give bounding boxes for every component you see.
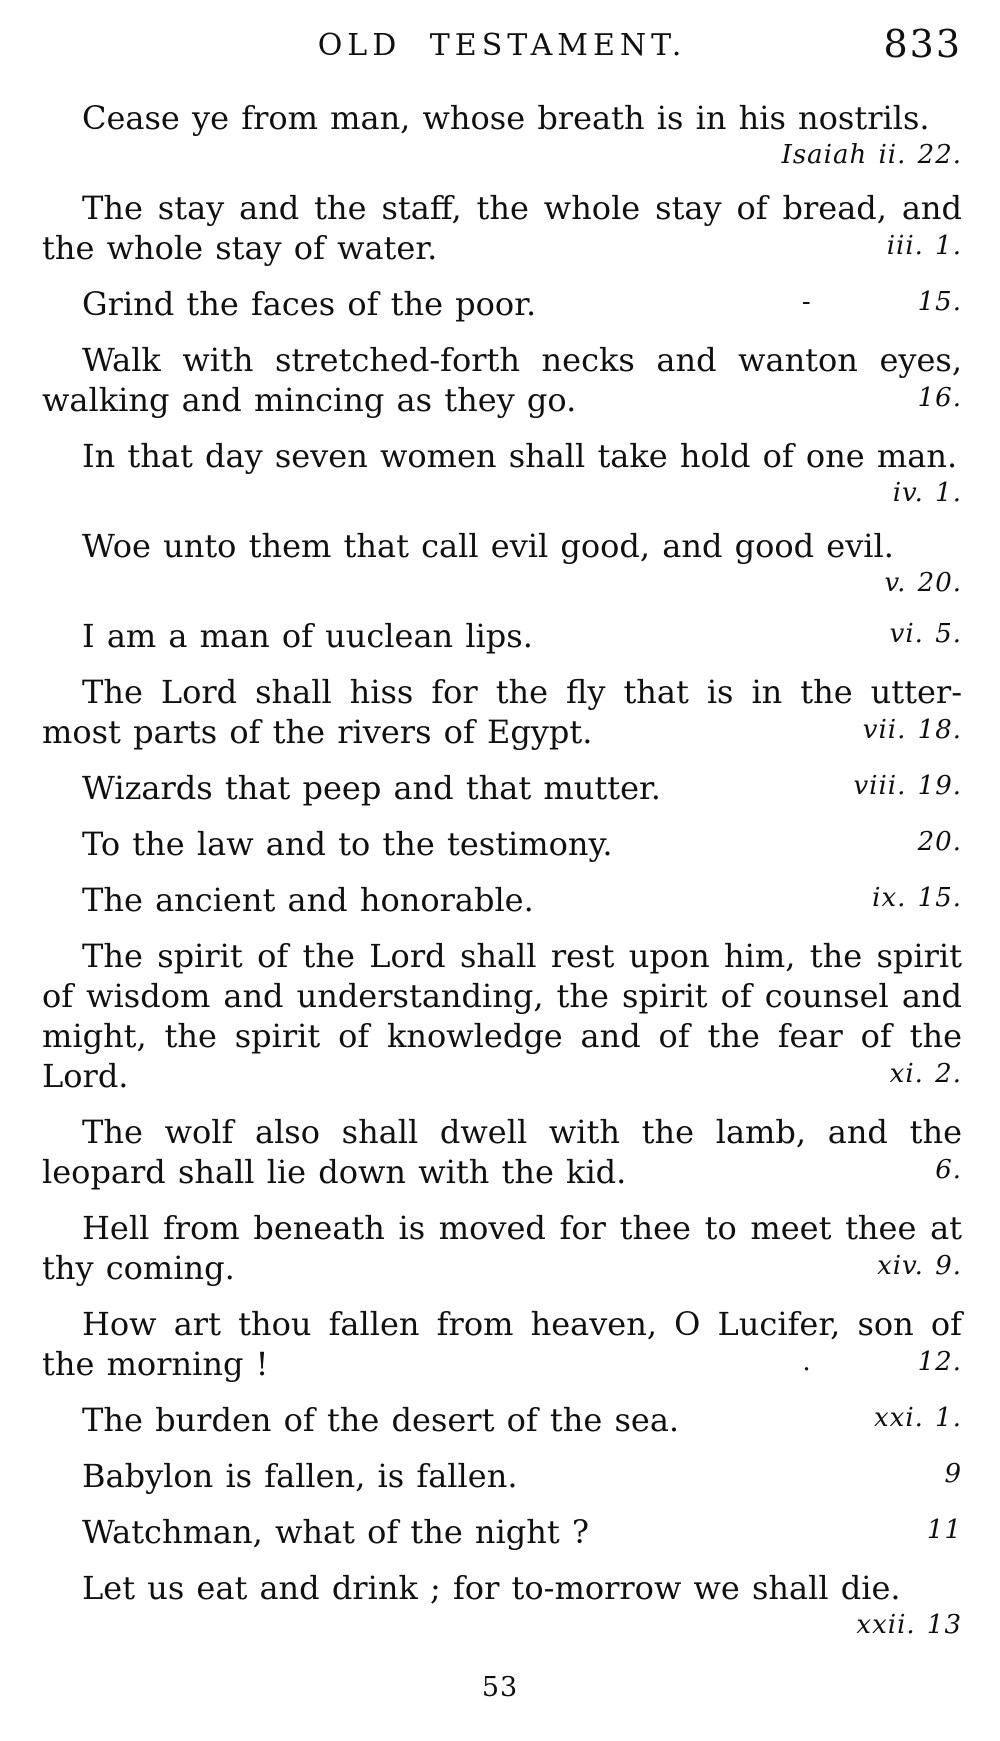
citation-row xyxy=(42,476,962,510)
quote-citation xyxy=(872,878,962,918)
citation-ref: iv. 1. xyxy=(892,478,962,508)
citation-ref: vii. 18. xyxy=(862,715,962,745)
quote-text-line xyxy=(42,1016,962,1056)
quote-citation xyxy=(918,378,962,418)
quote-entry xyxy=(42,98,962,172)
quote-text: the morning ! xyxy=(42,1345,269,1383)
quote-text-line xyxy=(42,616,962,656)
citation-ref: ix. 15. xyxy=(872,883,962,913)
quote-text-line xyxy=(42,284,962,324)
citation-ref: 9 xyxy=(944,1459,962,1489)
quote-text: How art thou fallen from heaven, O Lucifer, son of xyxy=(82,1305,962,1343)
quote-text: Lord. xyxy=(42,1057,129,1095)
citation-row xyxy=(42,1608,962,1642)
quote-citation xyxy=(853,766,962,806)
quote-citation xyxy=(802,282,962,322)
citation-ref: 6. xyxy=(935,1155,962,1185)
quote-text: Wizards that peep and that mutter. xyxy=(82,769,661,807)
citation-ref: xxi. 1. xyxy=(874,1403,962,1433)
quote-entry xyxy=(42,284,962,324)
quote-text-line xyxy=(42,380,962,420)
quote-text-line xyxy=(42,1344,962,1384)
quote-entry xyxy=(42,1400,962,1440)
quote-text-line xyxy=(42,436,962,476)
quote-entry xyxy=(42,1456,962,1496)
quote-text: Walk with stretched-forth necks and wanton eyes, xyxy=(82,341,962,379)
quote-text: Let us eat and drink ; for to-morrow we shall die. xyxy=(82,1569,901,1607)
quote-citation xyxy=(782,140,962,170)
quote-text: most parts of the rivers of Egypt. xyxy=(42,713,593,751)
citation-ref: xi. 2. xyxy=(889,1059,962,1089)
running-title: OLD TESTAMENT. xyxy=(317,28,687,63)
citation-ref: 16. xyxy=(917,383,962,413)
quote-text-line xyxy=(42,936,962,976)
quote-citation xyxy=(856,1610,962,1640)
quote-text-line xyxy=(42,1152,962,1192)
citation-ref: 20. xyxy=(917,827,962,857)
quote-citation xyxy=(890,1054,962,1094)
quote-text-line xyxy=(42,768,962,808)
quote-text: Hell from beneath is moved for thee to meet thee at xyxy=(82,1209,962,1247)
quote-text-line xyxy=(42,1568,962,1608)
citation-ref: viii. 19. xyxy=(853,771,962,801)
citation-ref: 15. xyxy=(917,287,962,317)
quote-text-line xyxy=(42,880,962,920)
quote-entry xyxy=(42,436,962,510)
quote-text: I am a man of uuclean lips. xyxy=(82,617,533,655)
quote-citation xyxy=(944,1454,962,1494)
page-header xyxy=(42,24,962,68)
quote-text-line xyxy=(42,1512,962,1552)
quote-citation xyxy=(893,478,962,508)
page-number: 833 xyxy=(883,22,962,66)
citation-row xyxy=(42,566,962,600)
quote-text: The wolf also shall dwell with the lamb, and the xyxy=(82,1113,962,1151)
quote-text: The ancient and honorable. xyxy=(82,881,534,919)
quotes-list xyxy=(42,98,962,1642)
quote-entry xyxy=(42,1208,962,1288)
quote-text: Grind the faces of the poor. xyxy=(82,285,537,323)
ink-speck-mark: . xyxy=(802,1347,812,1377)
quote-entry xyxy=(42,1512,962,1552)
quote-entry xyxy=(42,1568,962,1642)
quote-text: the whole stay of water. xyxy=(42,229,438,267)
quote-entry xyxy=(42,1112,962,1192)
page-footer xyxy=(0,1672,1000,1703)
quote-citation xyxy=(887,226,962,266)
signature-number: 53 xyxy=(481,1672,519,1703)
quote-text-line xyxy=(42,1248,962,1288)
quote-text-line xyxy=(42,672,962,712)
quote-text-line xyxy=(42,98,962,138)
citation-ref: 11 xyxy=(926,1515,962,1545)
quote-text-line xyxy=(42,824,962,864)
quote-text: Cease ye from man, whose breath is in his nostrils. xyxy=(82,99,930,137)
quote-text-line xyxy=(42,1400,962,1440)
quote-text: In that day seven women shall take hold of one man. xyxy=(82,437,958,475)
quote-entry xyxy=(42,1304,962,1384)
quote-citation xyxy=(918,822,962,862)
quote-text: Woe unto them that call evil good, and good evil. xyxy=(82,527,894,565)
quote-citation xyxy=(885,568,962,598)
quote-text-line xyxy=(42,526,962,566)
quote-entry xyxy=(42,188,962,268)
quote-text: The burden of the desert of the sea. xyxy=(82,1401,680,1439)
quote-citation xyxy=(802,1342,962,1382)
citation-ref: xxii. 13 xyxy=(856,1610,962,1640)
quote-text-line xyxy=(42,228,962,268)
quote-text-line xyxy=(42,1112,962,1152)
quote-text-line xyxy=(42,1208,962,1248)
citation-ref: iii. 1. xyxy=(886,231,962,261)
citation-ref: Isaiah ii. 22. xyxy=(781,140,962,170)
quote-entry xyxy=(42,936,962,1096)
quote-text: The spirit of the Lord shall rest upon him, the spirit xyxy=(82,937,962,975)
quote-entry xyxy=(42,526,962,600)
quote-citation xyxy=(927,1510,962,1550)
quote-text: The Lord shall hiss for the fly that is in the utter- xyxy=(82,673,962,711)
quote-citation xyxy=(863,710,962,750)
quote-citation xyxy=(890,614,962,654)
quote-text-line xyxy=(42,976,962,1016)
quote-text-line xyxy=(42,1056,962,1096)
quote-entry xyxy=(42,616,962,656)
quote-entry xyxy=(42,340,962,420)
quote-text-line xyxy=(42,188,962,228)
citation-row xyxy=(42,138,962,172)
quote-text: The stay and the staff, the whole stay of bread, and xyxy=(82,189,962,227)
quote-text: thy coming. xyxy=(42,1249,235,1287)
quote-text: of wisdom and understanding, the spirit of counsel and xyxy=(42,977,962,1015)
ink-speck-mark: - xyxy=(801,287,812,317)
quote-text-line xyxy=(42,1304,962,1344)
quote-text: leopard shall lie down with the kid. xyxy=(42,1153,627,1191)
quote-entry xyxy=(42,824,962,864)
citation-ref: vi. 5. xyxy=(889,619,962,649)
quote-citation xyxy=(877,1246,962,1286)
quote-text-line xyxy=(42,340,962,380)
quote-entry xyxy=(42,768,962,808)
quote-citation xyxy=(874,1398,962,1438)
quote-entry xyxy=(42,880,962,920)
citation-ref: 12. xyxy=(917,1347,962,1377)
quote-text: Babylon is fallen, is fallen. xyxy=(82,1457,518,1495)
quote-citation xyxy=(935,1150,962,1190)
citation-ref: v. 20. xyxy=(884,568,962,598)
quote-text: walking and mincing as they go. xyxy=(42,381,577,419)
quote-text: might, the spirit of knowledge and of the fear of the xyxy=(42,1017,962,1055)
quote-text-line xyxy=(42,1456,962,1496)
quote-entry xyxy=(42,672,962,752)
quote-text: Watchman, what of the night ? xyxy=(82,1513,590,1551)
citation-ref: xiv. 9. xyxy=(877,1251,962,1281)
quote-text-line xyxy=(42,712,962,752)
quote-text: To the law and to the testimony. xyxy=(82,825,613,863)
